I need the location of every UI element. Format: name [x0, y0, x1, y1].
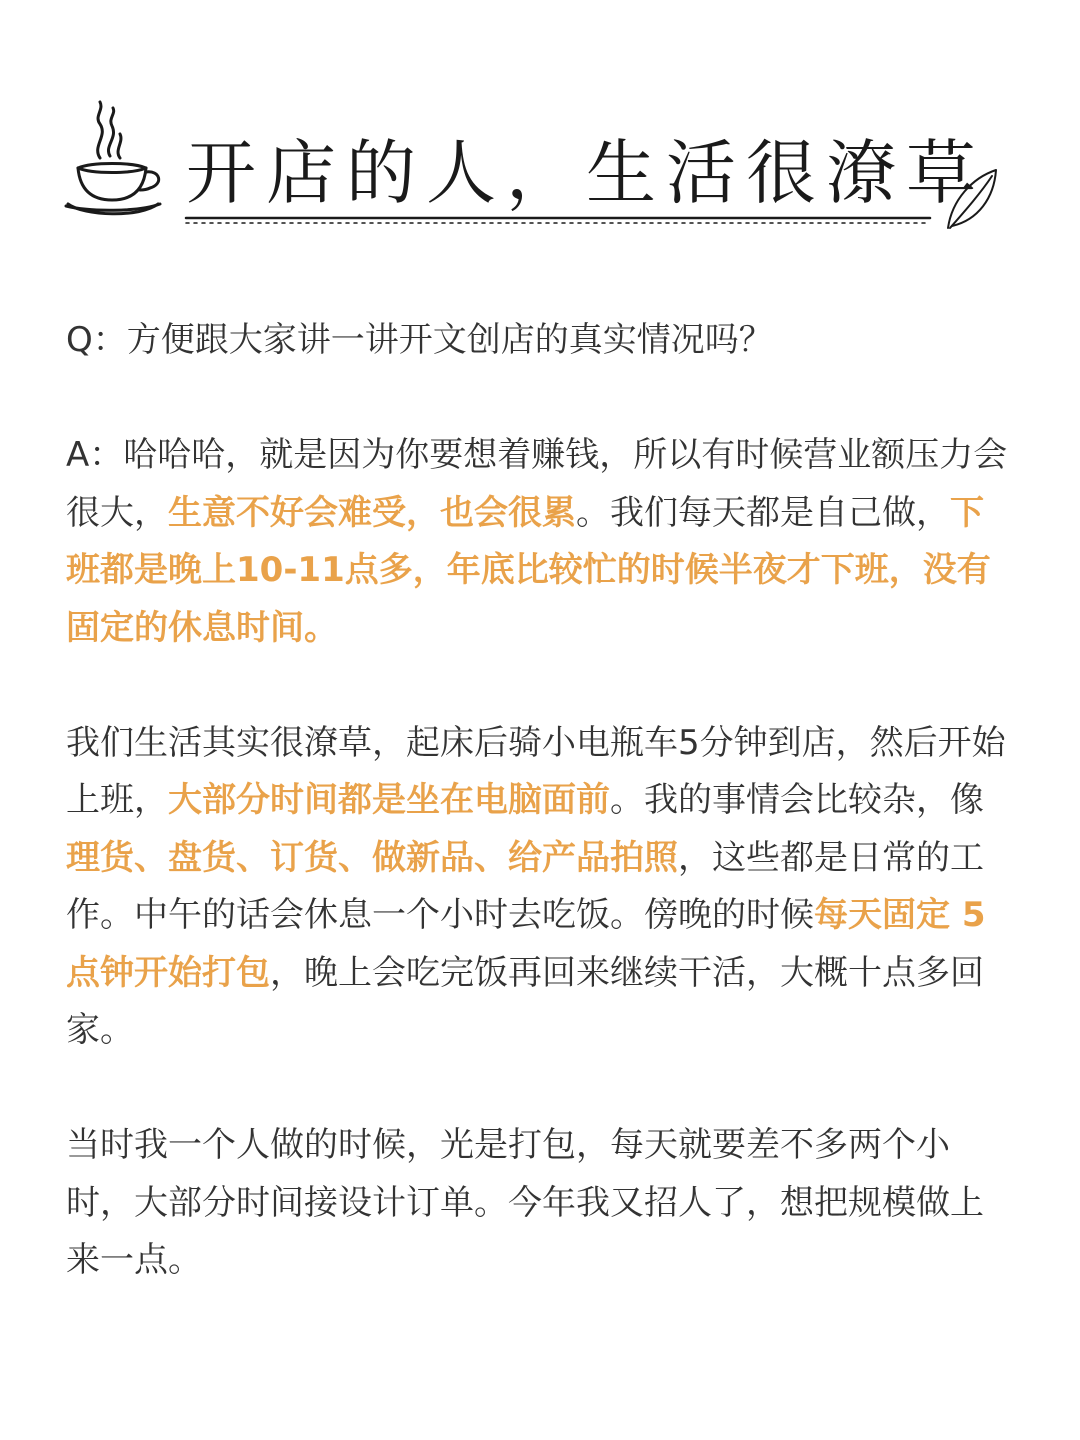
paragraph: [66, 427, 1016, 657]
header: [0, 0, 1080, 240]
body-text: 。我们每天都是自己做，: [576, 492, 950, 533]
coffee-cup-icon: [66, 102, 160, 214]
body-text: 。我的事情会比较杂，像: [610, 780, 984, 820]
article-body: [66, 312, 1016, 1290]
page-title: 开店的人，生活很潦草: [186, 132, 986, 214]
body-text: Q：方便跟大家讲一讲开文创店的真实情况吗？: [66, 320, 773, 360]
title-underline: [186, 218, 930, 223]
body-text: ，这些都是日常的工作。中午的话会休息一个小时去吃饭。傍晚的时候: [66, 837, 984, 935]
paragraph: [66, 715, 1016, 1060]
paragraph: [66, 1117, 1016, 1290]
highlighted-text: 下班都是晚上10-11点多，年底比较忙的时候半夜才下班，没有固定的休息时间。: [66, 492, 991, 648]
body-text: 当时我一个人做的时候，光是打包，每天就要差不多两个小时，大部分时间接设计订单。今年我又招人了，想把规模做上来一点。: [66, 1125, 984, 1280]
highlighted-text: 大部分时间都是坐在电脑面前: [168, 780, 610, 820]
body-text: ，晚上会吃完饭再回来继续干活，大概十点多回家。: [66, 952, 984, 1050]
highlighted-text: 理货、盘货、订货、做新品、给产品拍照: [66, 837, 678, 878]
highlighted-text: 每天固定 5 点钟开始打包: [66, 895, 986, 993]
body-text: A：哈哈哈，就是因为你要想着赚钱，所以有时候营业额压力会很大，: [66, 435, 1008, 533]
highlighted-text: 生意不好会难受，也会很累: [168, 492, 576, 533]
paragraph: [66, 312, 1016, 370]
body-text: 我们生活其实很潦草，起床后骑小电瓶车5分钟到店，然后开始上班，: [66, 722, 1006, 820]
